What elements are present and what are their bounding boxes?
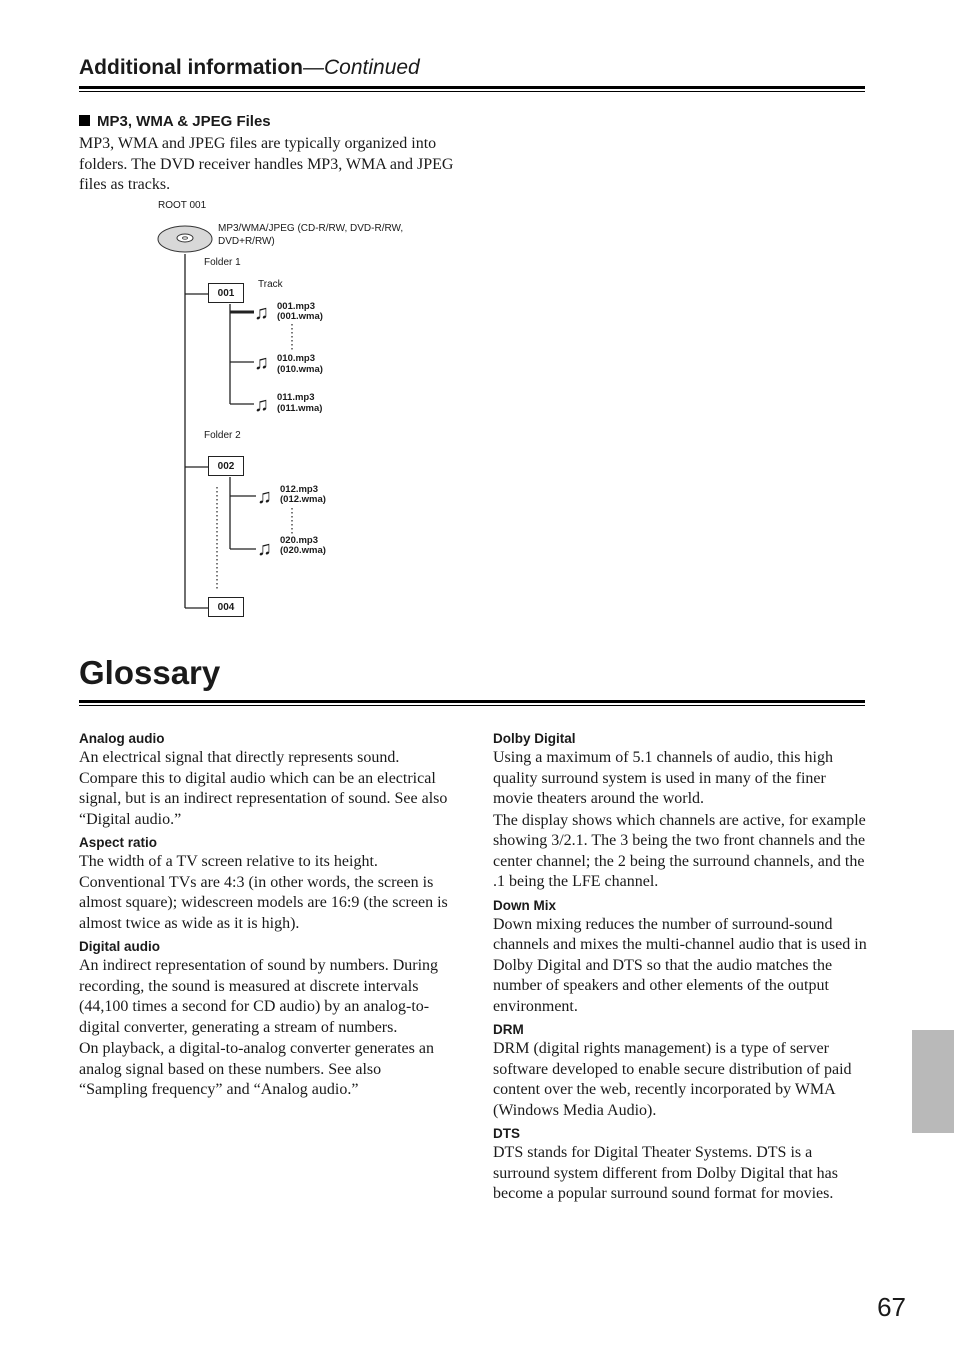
glossary-definition: The display shows which channels are active, for example showing 3/2.1. The 3 being the two front channels and the center channel; the 2 being the surround channels, and the .1 being the LFE channel. xyxy=(493,811,866,890)
folder-tree-diagram xyxy=(0,0,954,640)
mp3-heading-text: MP3, WMA & JPEG Files xyxy=(97,113,271,130)
music-note-icon: ♫ xyxy=(254,352,269,374)
music-note-icon: ♫ xyxy=(257,486,272,508)
glossary-definition: The width of a TV screen relative to its height. Conventional TVs are 4:3 (in other words, the screen is almost square); widescreen models are 16:9 (the screen is almost twice as wide as it is high). xyxy=(79,853,448,932)
glossary-column-left xyxy=(79,726,453,1101)
glossary-term: Digital audio xyxy=(79,939,160,954)
glossary-term: Dolby Digital xyxy=(493,731,576,746)
header-title-text: Additional information xyxy=(79,56,303,79)
track-label: Track xyxy=(258,279,283,290)
disc-label-line1: MP3/WMA/JPEG (CD-R/RW, DVD-R/RW, xyxy=(218,223,404,234)
track-file-wma: (020.wma) xyxy=(280,545,326,556)
track-file-mp3: 011.mp3 xyxy=(277,392,315,403)
glossary-entry xyxy=(493,730,867,893)
disc-label-line2: DVD+R/RW) xyxy=(218,236,275,247)
glossary-entry xyxy=(79,730,453,830)
track-file-mp3: 012.mp3 xyxy=(280,484,319,495)
music-note-icon: ♫ xyxy=(257,538,272,560)
glossary-title: Glossary xyxy=(79,654,221,691)
glossary-term: DRM xyxy=(493,1022,524,1037)
glossary-term: Analog audio xyxy=(79,731,165,746)
page-number: 67 xyxy=(877,1292,906,1322)
glossary-definition: On playback, a digital-to-analog converter generates an analog signal based on these numbers. See also “Sampling frequency” and “Analog audio.” xyxy=(79,1040,434,1098)
header-continued: —Continued xyxy=(302,56,420,79)
glossary-rule-thick xyxy=(79,700,865,703)
glossary-entry xyxy=(493,1021,867,1121)
folder2-label: Folder 2 xyxy=(204,430,241,441)
glossary-entry xyxy=(493,1125,867,1205)
glossary-column-right xyxy=(493,726,867,1205)
thumb-index-tab xyxy=(912,1030,954,1133)
glossary-definition: Using a maximum of 5.1 channels of audio, this high quality surround system is used in many of the finer movie theaters around the world. xyxy=(493,749,833,807)
track-file-mp3: 020.mp3 xyxy=(280,535,319,546)
mp3-section-body: MP3, WMA and JPEG files are typically organized into folders. The DVD receiver handles MP3, WMA and JPEG files as tracks. xyxy=(79,135,454,193)
folder-icon: 002 xyxy=(208,456,244,476)
glossary-rule-thin xyxy=(79,705,865,706)
glossary-term: Aspect ratio xyxy=(79,835,158,850)
glossary-term: Down Mix xyxy=(493,897,556,913)
glossary-term: DTS xyxy=(493,1126,520,1141)
glossary-definition: DTS stands for Digital Theater Systems. DTS is a surround system different from Dolby Digital that has become a popular surround sound format for movies. xyxy=(493,1144,838,1202)
music-note-icon: ♫ xyxy=(254,394,269,416)
root-label: ROOT 001 xyxy=(158,200,207,211)
disc-icon xyxy=(158,226,212,252)
music-note-icon: ♫ xyxy=(254,302,269,324)
track-file-wma: (012.wma) xyxy=(280,494,326,505)
glossary-entry xyxy=(79,938,453,1101)
track-file-wma: (001.wma) xyxy=(277,311,323,322)
track-file-mp3: 010.mp3 xyxy=(277,353,316,364)
track-file-mp3: 001.mp3 xyxy=(277,301,316,312)
glossary-definition: Down mixing reduces the number of surround-sound channels and mixes the multi-channel audio that is used in Dolby Digital and DTS so that the audio matches the number of speakers and other elements of the output environment. xyxy=(493,915,867,1015)
folder-icon: 001 xyxy=(208,283,244,303)
track-file-wma: (011.wma) xyxy=(277,403,323,414)
track-file-wma: (010.wma) xyxy=(277,364,323,375)
folder-icon: 004 xyxy=(208,597,244,617)
glossary-definition: DRM (digital rights management) is a type of server software developed to enable secure distribution of paid content over the web, recently incorporated by WMA (Windows Media Audio). xyxy=(493,1040,852,1119)
folder1-label: Folder 1 xyxy=(204,257,241,268)
glossary-entry xyxy=(79,834,453,934)
glossary-definition: An indirect representation of sound by numbers. During recording, the sound is measured at discrete intervals (44,100 times a second for CD audio) by an analog-to-digital converter, generating a stream of numbers. xyxy=(79,957,439,1036)
glossary-definition: An electrical signal that directly represents sound. Compare this to digital audio which can be an electrical signal, but is an indirect representation of sound. See also “Digital audio.” xyxy=(79,749,448,828)
glossary-entry xyxy=(493,897,867,1018)
